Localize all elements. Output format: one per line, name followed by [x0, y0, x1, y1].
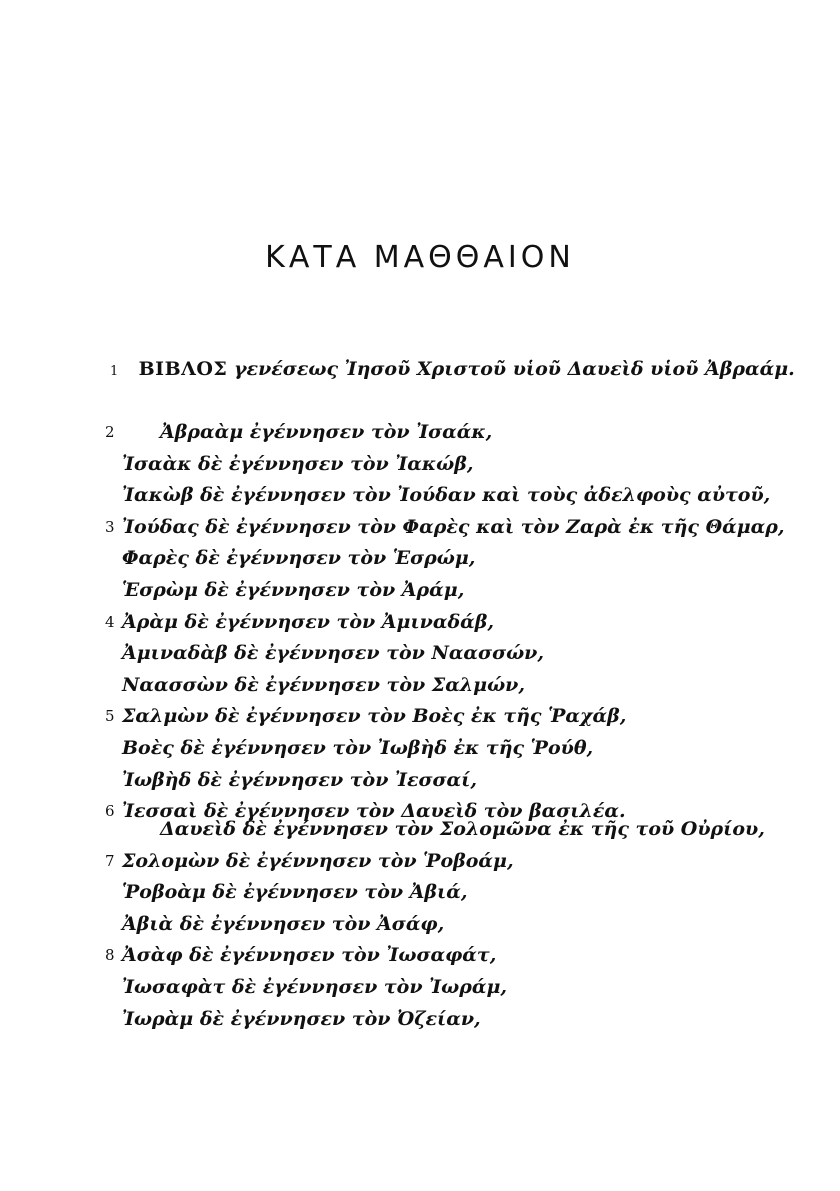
line-text: Ναασσὼν δὲ ἐγέννησεν τὸν Σαλμών, — [122, 673, 525, 696]
verse-number: 5 — [105, 707, 115, 726]
verse-number: 8 — [105, 946, 115, 965]
line-text: Ἀβιὰ δὲ ἐγέννησεν τὸν Ἀσάφ, — [122, 912, 445, 935]
genealogy-line — [105, 733, 805, 765]
genealogy-line — [105, 814, 805, 846]
line-text: Ἰωρὰμ δὲ ἐγέννησεν τὸν Ὀζείαν, — [122, 1007, 481, 1030]
genealogy-section-1 — [105, 417, 805, 828]
line-text: Ἑσρὼμ δὲ ἐγέννησεν τὸν Ἀράμ, — [122, 578, 465, 601]
line-text: Ἀβραὰμ ἐγέννησεν τὸν Ἰσαάκ, — [160, 421, 493, 443]
line-text: Ἀμιναδὰβ δὲ ἐγέννησεν τὸν Ναασσών, — [122, 642, 544, 665]
genealogy-line — [105, 765, 805, 797]
genealogy-line — [105, 670, 805, 702]
verse-number: 7 — [105, 851, 115, 870]
genealogy-section-2 — [105, 814, 805, 1035]
line-text: Ῥοβοὰμ δὲ ἐγέννησεν τὸν Ἀβιά, — [122, 881, 468, 904]
genealogy-line — [105, 638, 805, 670]
verse-number: 1 — [110, 364, 119, 379]
line-text: Ἰωβὴδ δὲ ἐγέννησεν τὸν Ἰεσσαί, — [122, 768, 477, 791]
genealogy-line — [105, 940, 805, 972]
verse-number: 4 — [105, 612, 115, 631]
genealogy-line — [105, 877, 805, 909]
genealogy-line — [105, 543, 805, 575]
genealogy-line — [105, 607, 805, 639]
line-text: Σαλμὼν δὲ ἐγέννησεν τὸν Βοὲς ἐκ τῆς Ῥαχάβ, — [122, 705, 627, 728]
genealogy-line — [105, 575, 805, 607]
genealogy-line — [105, 417, 805, 449]
line-text: Ἰεσσαὶ δὲ ἐγέννησεν τὸν Δαυεὶδ τὸν βασιλέα. — [122, 800, 626, 823]
line-text: Σολομὼν δὲ ἐγέννησεν τὸν Ῥοβοάμ, — [122, 849, 514, 872]
verse-1 — [110, 358, 795, 380]
line-text: Ἰακὼβ δὲ ἐγέννησεν τὸν Ἰούδαν καὶ τοὺς ἀδελφοὺς αὐτοῦ, — [122, 484, 771, 507]
verse-text: γενέσεως Ἰησοῦ Χριστοῦ υἱοῦ Δαυεὶδ υἱοῦ Ἀβραάμ. — [233, 358, 795, 380]
line-text: Ἰωσαφὰτ δὲ ἐγέννησεν τὸν Ἰωράμ, — [122, 975, 507, 998]
verse-number: 2 — [105, 423, 115, 441]
verse-opening-word: ΒΙΒΛΟΣ — [138, 358, 228, 380]
line-text: Ἀρὰμ δὲ ἐγέννησεν τὸν Ἀμιναδάβ, — [122, 610, 494, 633]
line-text: Ἰούδας δὲ ἐγέννησεν τὸν Φαρὲς καὶ τὸν Ζαρὰ ἐκ τῆς Θάμαρ, — [122, 515, 785, 538]
genealogy-line — [105, 512, 805, 544]
line-text: Ἀσὰφ δὲ ἐγέννησεν τὸν Ἰωσαφάτ, — [122, 944, 497, 967]
genealogy-line — [105, 1004, 805, 1036]
verse-number: 6 — [105, 802, 115, 821]
genealogy-line — [105, 480, 805, 512]
verse-number: 3 — [105, 517, 115, 536]
line-text: Φαρὲς δὲ ἐγέννησεν τὸν Ἑσρώμ, — [122, 547, 476, 570]
line-text: Ἰσαὰκ δὲ ἐγέννησεν τὸν Ἰακώβ, — [122, 452, 474, 475]
genealogy-line — [105, 846, 805, 878]
genealogy-line — [105, 701, 805, 733]
line-text: Βοὲς δὲ ἐγέννησεν τὸν Ἰωβὴδ ἐκ τῆς Ῥούθ, — [122, 736, 594, 759]
genealogy-line — [105, 449, 805, 481]
genealogy-line — [105, 909, 805, 941]
book-title: ΚΑΤΑ ΜΑΘΘΑΙΟΝ — [265, 240, 575, 275]
line-text: Δαυεὶδ δὲ ἐγέννησεν τὸν Σολομῶνα ἐκ τῆς τοῦ Οὐρίου, — [160, 818, 765, 840]
genealogy-line — [105, 972, 805, 1004]
